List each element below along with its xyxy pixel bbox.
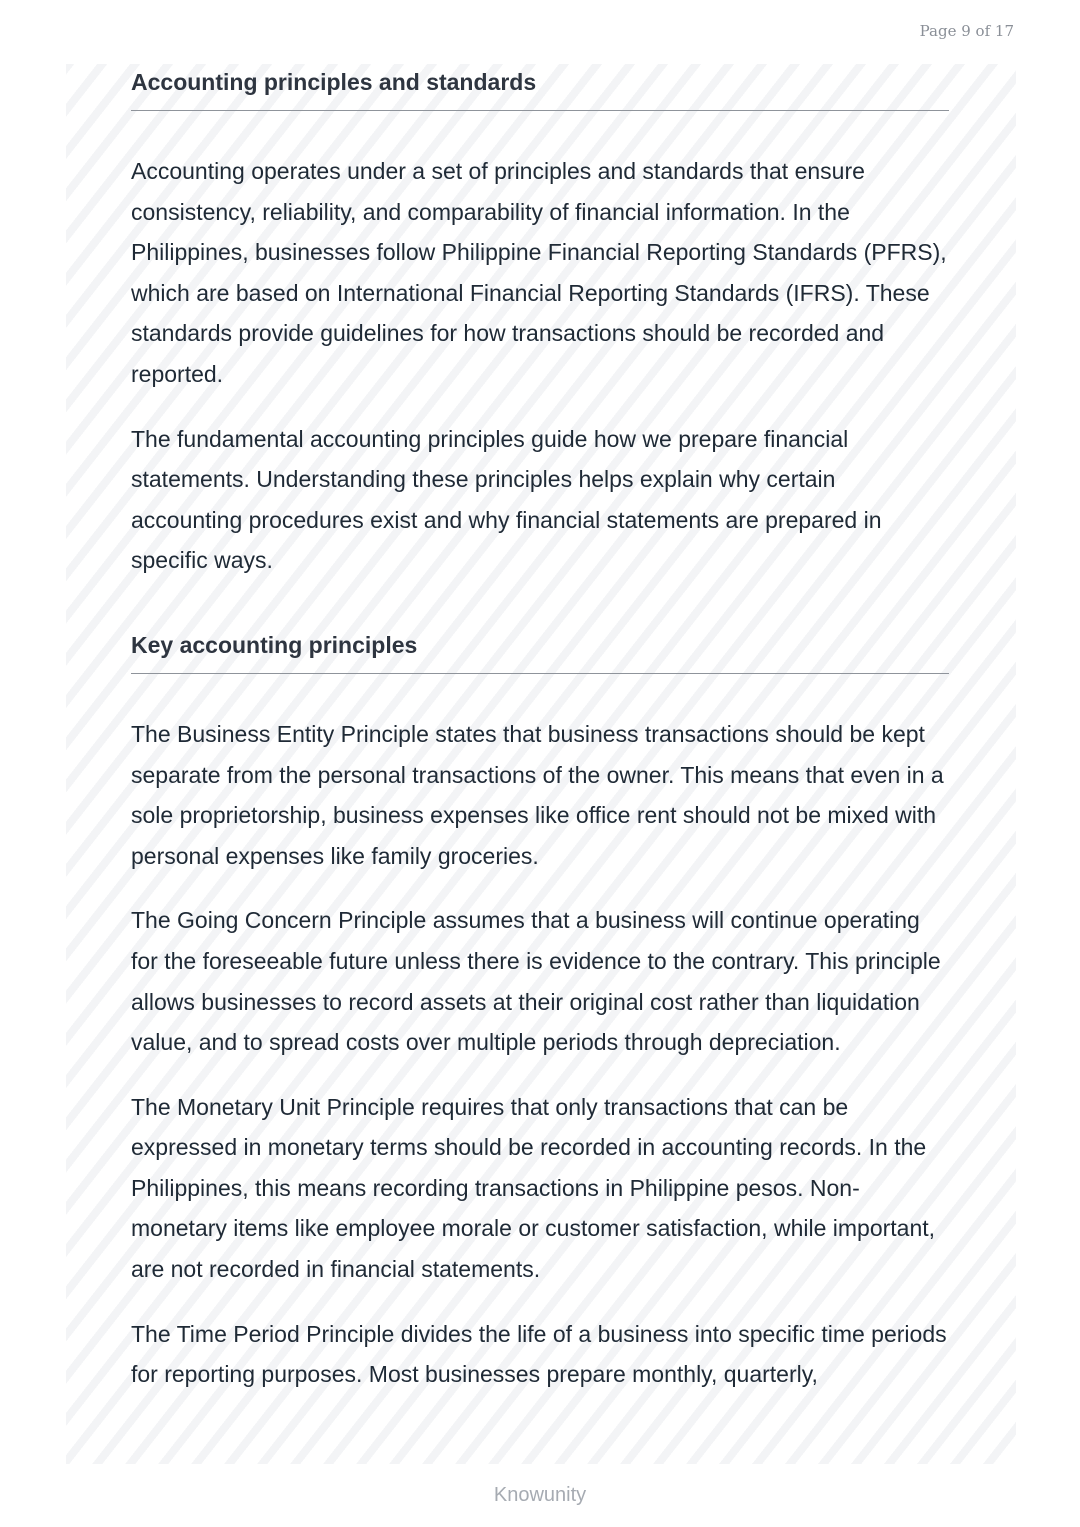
paragraph-standards-overview: Accounting operates under a set of principles and standards that ensure consistency, reliability, and comparability of financial information. In the Philippines, businesses follow Philippine Financial Reporting Standards (PFRS), which are based on International Financial Reporting Standards (IFRS). These standards provide guidelines for how transactions should be recorded and reported.	[131, 158, 947, 387]
paragraph-going-concern-principle: The Going Concern Principle assumes that a business will continue operating for the foreseeable future unless there is evidence to the contrary. This principle allows businesses to record assets at their original cost rather than liquidation value, and to spread costs over multiple periods through depreciation.	[131, 907, 941, 1056]
section-heading-key-accounting-principles: Key accounting principles	[131, 627, 949, 674]
paragraph-monetary-unit-principle: The Monetary Unit Principle requires that only transactions that can be expressed in monetary terms should be recorded in accounting records. In the Philippines, this means recording transactions in Philippine pesos. Non-monetary items like employee morale or customer satisfaction, while important, are not recorded in financial statements.	[131, 1093, 936, 1283]
document-content	[131, 64, 949, 1395]
page-number: Page 9 of 17	[919, 22, 1014, 40]
section-heading-accounting-principles-and-standards: Accounting principles and standards	[131, 64, 949, 111]
paragraph-time-period-principle: The Time Period Principle divides the life of a business into specific time periods for reporting purposes. Most businesses prepare monthly, quarterly,	[131, 1320, 947, 1388]
paragraph-business-entity-principle: The Business Entity Principle states that business transactions should be kept separate from the personal transactions of the owner. This means that even in a sole proprietorship, business expenses like office rent should not be mixed with personal expenses like family groceries.	[131, 720, 944, 869]
brand-footer: Knowunity	[493, 1484, 587, 1506]
paragraph-fundamental-principles: The fundamental accounting principles guide how we prepare financial statements. Understanding these principles helps explain why certain accounting procedures exist and why financial statements are prepared in specific ways.	[131, 425, 882, 574]
